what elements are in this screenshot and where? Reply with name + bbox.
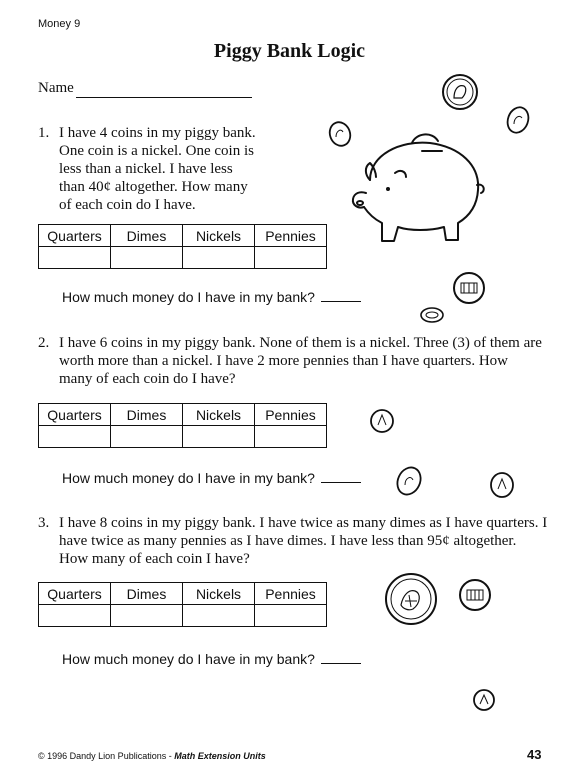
answer-nickels[interactable] [183,426,255,448]
problem-line: How many of each coin I have? [59,551,250,567]
answer-dimes[interactable] [111,426,183,448]
table-answer-row [39,426,327,448]
answer-pennies[interactable] [255,605,327,627]
header-pennies: Pennies [255,225,327,247]
name-line[interactable] [76,97,252,98]
series-name: Math Extension Units [174,751,266,761]
nickel-coin-icon [457,577,493,613]
problem-number: 2. [38,335,50,351]
page-header-label: Money 9 [38,18,81,30]
page-title: Piggy Bank Logic [213,40,366,62]
table-header-row [39,583,327,605]
coin-table-2 [38,403,327,448]
problem-line: One coin is a nickel. One coin is [59,143,254,159]
problem-text [59,334,542,388]
dime-coin-icon [368,407,396,435]
money-question-text: How much money do I have in my bank? [62,651,315,667]
answer-pennies[interactable] [255,426,327,448]
header-nickels: Nickels [183,225,255,247]
header-dimes: Dimes [111,225,183,247]
problem-line: many of each coin do I have? [59,371,236,387]
quarter-coin-icon [440,72,480,112]
problem-line: worth more than a nickel. I have 2 more pennies than I have quarters. How [59,353,509,369]
header-nickels: Nickels [183,583,255,605]
table-header-row [39,404,327,426]
header-pennies: Pennies [255,583,327,605]
penny-coin-icon [419,305,445,325]
money-question-text: How much money do I have in my bank? [62,289,315,305]
name-label: Name [38,80,74,96]
table-header-row [39,225,327,247]
problem-text [59,514,547,568]
answer-dimes[interactable] [111,605,183,627]
answer-nickels[interactable] [183,605,255,627]
money-question-2 [62,470,361,486]
penny-coin-icon [327,119,353,149]
problem-number: 3. [38,515,50,531]
answer-blank[interactable] [321,470,361,483]
table-answer-row [39,247,327,269]
problem-line: I have 4 coins in my piggy bank. [59,125,256,141]
answer-blank[interactable] [321,651,361,664]
page-number: 43 [527,747,542,762]
dime-coin-icon [471,687,497,713]
problem-line: than 40¢ altogether. How many [59,179,248,195]
problem-3 [38,514,558,570]
problem-line: of each coin do I have. [59,197,196,213]
header-pennies: Pennies [255,404,327,426]
penny-coin-icon [394,464,424,498]
problem-line: I have 6 coins in my piggy bank. None of them is a nickel. Three (3) of them are [59,335,542,351]
problem-number: 1. [38,125,50,141]
money-question-text: How much money do I have in my bank? [62,470,315,486]
coin-table-1 [38,224,327,269]
answer-blank[interactable] [321,289,361,302]
table-answer-row [39,605,327,627]
money-question-1 [62,289,361,305]
answer-dimes[interactable] [111,247,183,269]
problem-text [59,124,256,214]
answer-quarters[interactable] [39,605,111,627]
header-quarters: Quarters [39,583,111,605]
problem-line: have twice as many pennies as I have dimes. I have less than 95¢ altogether. [59,533,517,549]
problem-line: less than a nickel. I have less [59,161,233,177]
answer-quarters[interactable] [39,426,111,448]
problem-1 [38,124,318,216]
half-dollar-coin-icon [383,571,439,627]
money-question-3 [62,651,361,667]
header-quarters: Quarters [39,225,111,247]
coin-table-3 [38,582,327,627]
copyright-text: © 1996 Dandy Lion Publications - [38,751,175,761]
header-quarters: Quarters [39,404,111,426]
header-nickels: Nickels [183,404,255,426]
footer-copyright [38,751,266,761]
problem-2 [38,334,558,390]
header-dimes: Dimes [111,583,183,605]
problem-line: I have 8 coins in my piggy bank. I have twice as many dimes as I have quarters. I [59,515,548,531]
answer-nickels[interactable] [183,247,255,269]
piggy-bank-icon [340,125,490,255]
header-dimes: Dimes [111,404,183,426]
dime-coin-icon [488,470,516,500]
answer-pennies[interactable] [255,247,327,269]
answer-quarters[interactable] [39,247,111,269]
dime-coin-icon [504,104,532,136]
nickel-coin-icon [451,271,487,305]
